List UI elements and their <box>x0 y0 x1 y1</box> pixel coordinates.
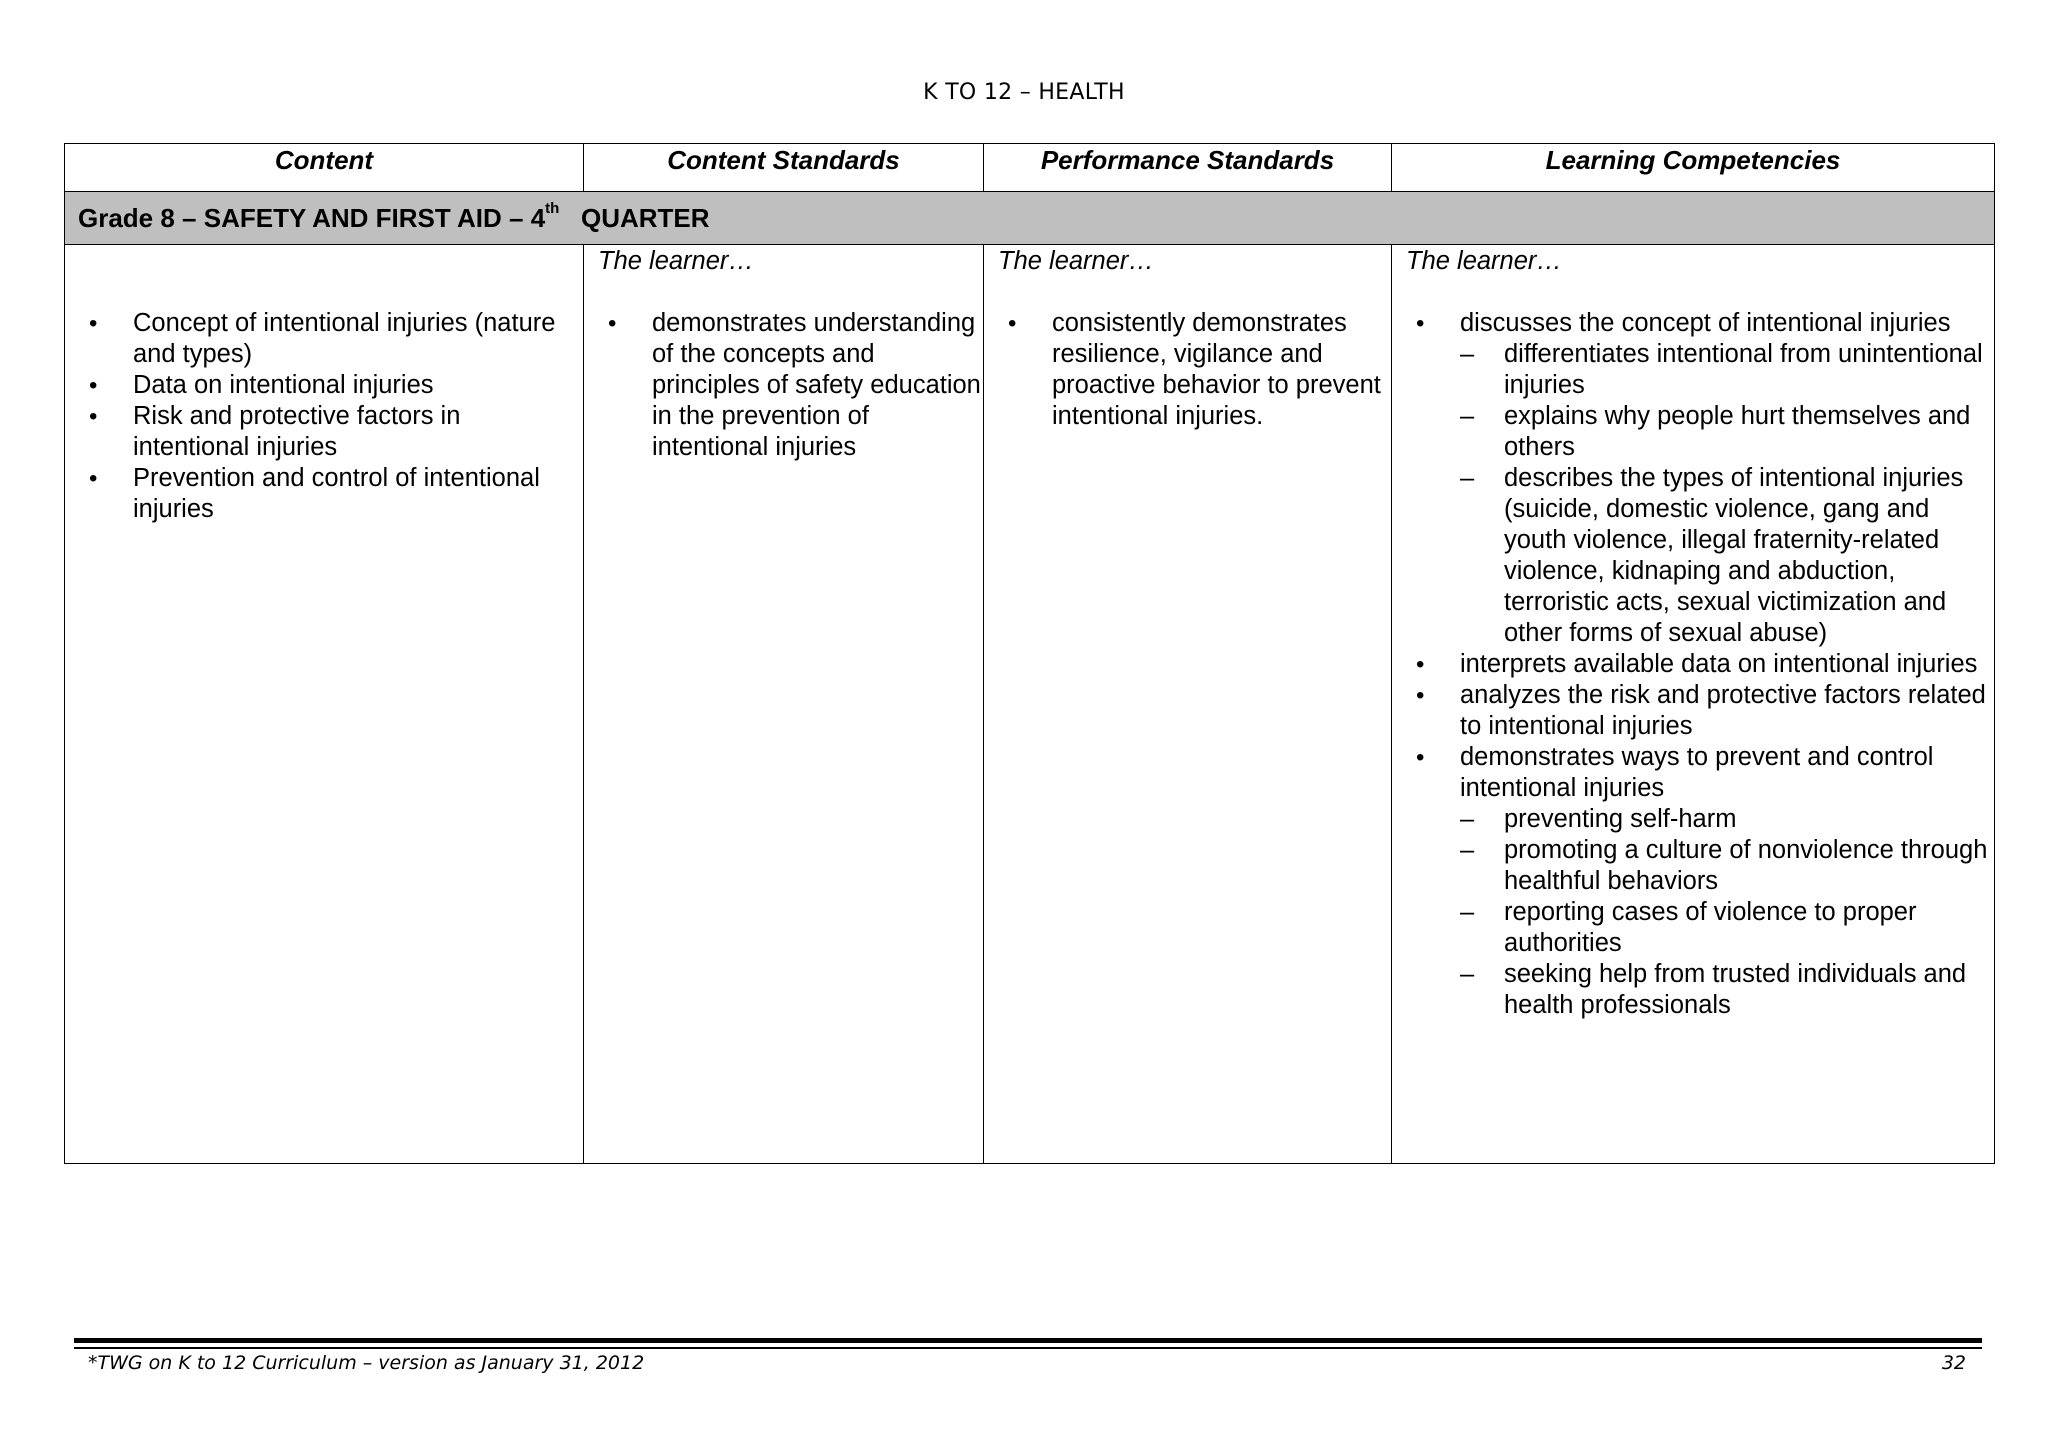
learner-intro: The learner… <box>998 247 1154 275</box>
sub-list-item: – differentiates intentional from unintentional injuries <box>1460 339 1994 401</box>
list-item <box>1392 308 1994 649</box>
list-item: • Prevention and control of intentional injuries <box>65 463 583 525</box>
quarter-ordinal-suffix: th <box>545 199 560 217</box>
quarter-label: Grade 8 – SAFETY AND FIRST AID – 4 <box>78 202 546 233</box>
learner-intro: The learner… <box>598 247 754 275</box>
quarter-suffix: QUARTER <box>581 202 710 233</box>
learner-intro: The learner… <box>1406 247 1562 275</box>
sub-list-item: – reporting cases of violence to proper authorities <box>1460 897 1994 959</box>
list-item: • consistently demonstrates resilience, vigilance and proactive behavior to prevent intentional injuries. <box>984 308 1391 432</box>
column-header-row <box>65 144 1995 192</box>
sub-list <box>1460 339 1994 649</box>
body-row <box>65 245 1995 1164</box>
quarter-heading <box>65 192 1995 245</box>
sub-list-item: – describes the types of intentional injuries (suicide, domestic violence, gang and youth violence, illegal fraternity-related violence, kidnaping and abduction, terroristic acts, sexual victimization and other forms of sexual abuse) <box>1460 463 1994 649</box>
page-number: 32 <box>1941 1352 1966 1374</box>
list-item <box>1392 680 1994 742</box>
competency-text: demonstrates ways to prevent and control intentional injuries <box>1460 743 1934 802</box>
learning-competencies-list <box>1392 308 1994 1021</box>
sub-list-item: – promoting a culture of nonviolence through healthful behaviors <box>1460 835 1994 897</box>
document-header: K TO 12 – HEALTH <box>923 80 1125 105</box>
competency-text: interprets available data on intentional injuries <box>1460 650 1978 678</box>
list-item <box>1392 742 1994 1021</box>
curriculum-table <box>64 143 1995 1164</box>
content-intro-spacer <box>65 245 583 308</box>
performance-standards-cell <box>984 245 1392 1164</box>
performance-standards-list <box>984 308 1391 432</box>
column-header-learning-competencies: Learning Competencies <box>1392 144 1995 192</box>
content-list <box>65 308 583 525</box>
footer-version-note: *TWG on K to 12 Curriculum – version as January 31, 2012 <box>88 1352 645 1374</box>
sub-list-item: – preventing self-harm <box>1460 804 1994 835</box>
quarter-row <box>65 192 1995 245</box>
competency-text: discusses the concept of intentional injuries <box>1460 309 1951 337</box>
learning-competencies-cell <box>1392 245 1995 1164</box>
content-cell <box>65 245 584 1164</box>
sub-list-item: – seeking help from trusted individuals and health professionals <box>1460 959 1994 1021</box>
column-header-content-standards: Content Standards <box>584 144 984 192</box>
footer-rule-thin <box>74 1347 1982 1349</box>
competency-text: analyzes the risk and protective factors related to intentional injuries <box>1460 681 1986 740</box>
sub-list-item: – explains why people hurt themselves and others <box>1460 401 1994 463</box>
sub-list <box>1460 804 1994 1021</box>
content-standards-cell <box>584 245 984 1164</box>
list-item: • Data on intentional injuries <box>65 370 583 401</box>
column-header-performance-standards: Performance Standards <box>984 144 1392 192</box>
footer-rule <box>74 1338 1982 1343</box>
list-item <box>1392 649 1994 680</box>
list-item: • Concept of intentional injuries (nature and types) <box>65 308 583 370</box>
list-item: • demonstrates understanding of the concepts and principles of safety education in the prevention of intentional injuries <box>584 308 983 463</box>
content-standards-list <box>584 308 983 463</box>
list-item: • Risk and protective factors in intentional injuries <box>65 401 583 463</box>
column-header-content: Content <box>65 144 584 192</box>
